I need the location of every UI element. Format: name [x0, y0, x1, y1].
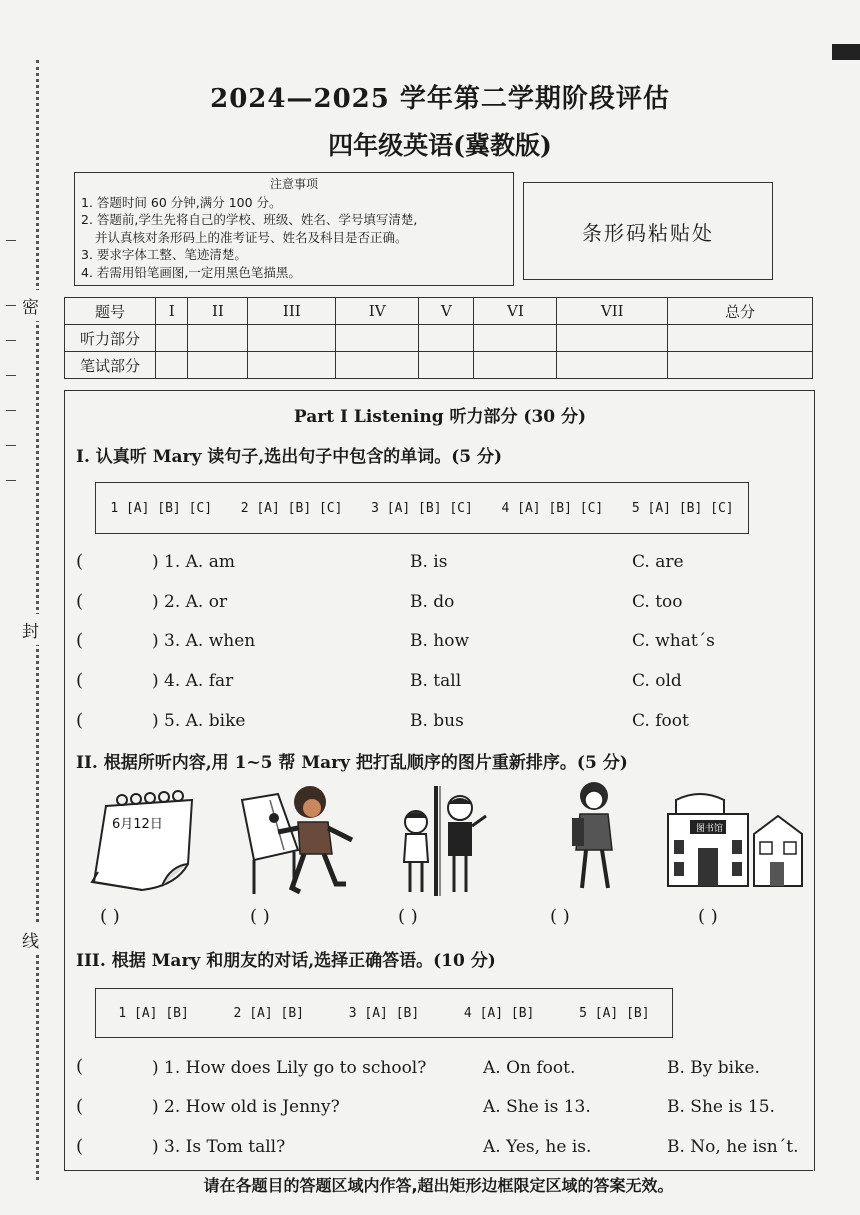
answer-blank[interactable]: ( [76, 591, 84, 612]
answer-sheet-item[interactable]: 2 [A] [B] [C] [240, 500, 343, 516]
notice-item: 2. 答题前,学生先将自己的学校、班级、姓名、学号填写清楚, [81, 212, 418, 227]
notice-item: 3. 要求字体工整、笔迹清楚。 [81, 247, 247, 262]
score-table [64, 297, 813, 379]
answer-sheet-item[interactable]: 4 [A] [B] [463, 1005, 535, 1021]
question-stem: ) 1. A. am [152, 552, 235, 572]
section1-title: I. 认真听 Mary 读句子,选出句子中包含的单词。(5 分) [76, 447, 503, 467]
notice-item: 1. 答题时间 60 分钟,满分 100 分。 [81, 194, 282, 210]
option-b: B. She is 15. [667, 1097, 775, 1117]
score-header-cell: 题号 [65, 298, 156, 325]
picture-order-blank-3[interactable]: ( ) [398, 906, 418, 927]
option-a: A. She is 13. [483, 1097, 591, 1117]
score-row-writing [65, 352, 813, 379]
answer-sheet-item[interactable]: 3 [A] [B] [348, 1005, 420, 1021]
option-b: B. tall [410, 671, 462, 691]
exam-title: 2024—2025 学年第二学期阶段评估 [210, 84, 670, 114]
score-header-cell: II [188, 298, 248, 325]
notice-box [74, 172, 514, 286]
score-header-cell: IV [336, 298, 419, 325]
option-b: B. is [410, 552, 448, 572]
score-header-cell: V [419, 298, 474, 325]
question-stem: ) 3. Is Tom tall? [152, 1137, 286, 1157]
answer-blank[interactable]: ( [76, 630, 84, 651]
edge-tick [6, 340, 16, 341]
answer-sheet-item[interactable]: 4 [A] [B] [C] [501, 500, 604, 516]
calendar-date-text: 6月12日 [112, 817, 163, 832]
picture-order-blank-2[interactable]: ( ) [250, 906, 270, 927]
section2-title: II. 根据所听内容,用 1~5 帮 Mary 把打乱顺序的图片重新排序。(5 分) [76, 753, 628, 773]
picture-order-blank-4[interactable]: ( ) [550, 906, 570, 927]
score-header-cell: III [248, 298, 336, 325]
answer-sheet-item[interactable]: 1 [A] [B] [118, 1005, 189, 1021]
score-header-cell: VI [474, 298, 557, 325]
section3-answer-sheet [95, 988, 673, 1038]
option-b: B. do [410, 592, 455, 612]
barcode-area: 条形码粘贴处 [523, 182, 773, 280]
option-a: A. Yes, he is. [483, 1137, 592, 1157]
answer-blank[interactable]: ( [76, 710, 84, 731]
score-cell[interactable] [668, 352, 813, 379]
library-house-picture [662, 786, 804, 890]
section1-answer-sheet [95, 482, 749, 534]
part1-heading: Part I Listening 听力部分 (30 分) [293, 407, 587, 427]
option-c: C. old [632, 671, 682, 691]
notice-item: 4. 若需用铅笔画图,一定用黑色笔描黑。 [81, 264, 301, 280]
question-stem: ) 2. A. or [152, 592, 228, 612]
edge-tick [6, 480, 16, 481]
picture-order-blank-1[interactable]: ( ) [100, 906, 120, 927]
option-b: B. bus [410, 711, 464, 731]
edge-tick [6, 375, 16, 376]
score-cell[interactable] [557, 325, 668, 352]
score-header-cell: 总分 [668, 298, 813, 325]
table-tennis-picture [236, 780, 358, 898]
answer-sheet-item[interactable]: 1 [A] [B] [C] [110, 500, 213, 516]
section3-title: III. 根据 Mary 和朋友的对话,选择正确答语。(10 分) [76, 951, 496, 971]
score-cell[interactable] [156, 325, 188, 352]
notice-item: 并认真核对条形码上的准考证号、姓名及科目是否正确。 [95, 229, 408, 245]
library-sign-text: 图书馆 [696, 824, 724, 834]
score-cell[interactable] [668, 325, 813, 352]
score-cell[interactable] [474, 325, 557, 352]
option-c: C. too [632, 592, 683, 612]
notice-heading: 注意事项 [269, 177, 318, 191]
edge-tick [6, 305, 16, 306]
answer-blank[interactable]: ( [76, 1136, 84, 1157]
seal-label-xian: 线 [22, 924, 39, 955]
corner-mark [832, 44, 860, 60]
score-cell[interactable] [557, 352, 668, 379]
option-a: A. On foot. [483, 1058, 576, 1078]
edge-tick [6, 445, 16, 446]
score-cell[interactable] [188, 325, 248, 352]
score-cell[interactable] [419, 325, 474, 352]
calendar-picture [84, 786, 200, 898]
score-cell[interactable] [248, 325, 336, 352]
picture-order-blank-5[interactable]: ( ) [698, 906, 718, 927]
option-b: B. By bike. [667, 1058, 760, 1078]
question-stem: ) 1. How does Lily go to school? [152, 1058, 427, 1078]
schoolgirl-picture [564, 778, 624, 896]
option-c: C. foot [632, 711, 689, 731]
seal-label-mi: 密 [22, 290, 39, 321]
question-stem: ) 2. How old is Jenny? [152, 1097, 340, 1117]
score-row-label: 笔试部分 [65, 352, 156, 379]
height-compare-picture [398, 782, 490, 898]
score-row-listening [65, 325, 813, 352]
exam-subtitle: 四年级英语(冀教版) [328, 131, 552, 160]
answer-sheet-item[interactable]: 5 [A] [B] [C] [631, 500, 734, 516]
question-stem: ) 3. A. when [152, 631, 256, 651]
score-row-label: 听力部分 [65, 325, 156, 352]
answer-sheet-item[interactable]: 2 [A] [B] [233, 1005, 304, 1021]
score-cell[interactable] [248, 352, 336, 379]
score-cell[interactable] [188, 352, 248, 379]
question-stem: ) 5. A. bike [152, 711, 246, 731]
answer-sheet-item[interactable]: 3 [A] [B] [C] [371, 500, 473, 516]
option-c: C. are [632, 552, 684, 572]
question-stem: ) 4. A. far [152, 671, 234, 691]
answer-blank[interactable]: ( [76, 1056, 84, 1077]
answer-sheet-item[interactable]: 5 [A] [B] [579, 1005, 650, 1021]
score-cell[interactable] [474, 352, 557, 379]
edge-tick [6, 240, 16, 241]
score-cell[interactable] [156, 352, 188, 379]
option-b: B. how [410, 631, 470, 651]
option-c: C. what´s [632, 631, 715, 651]
score-cell[interactable] [336, 352, 419, 379]
score-header-row [65, 298, 813, 325]
seal-label-feng: 封 [22, 614, 39, 645]
score-cell[interactable] [336, 325, 419, 352]
answer-blank[interactable]: ( [76, 1096, 84, 1117]
answer-blank[interactable]: ( [76, 670, 84, 691]
score-header-cell: VII [557, 298, 668, 325]
footer-notice: 请在各题目的答题区域内作答,超出矩形边框限定区域的答案无效。 [64, 1170, 813, 1203]
option-b: B. No, he isn´t. [667, 1137, 799, 1157]
binding-margin [0, 0, 48, 1215]
score-header-cell: I [156, 298, 188, 325]
score-cell[interactable] [419, 352, 474, 379]
answer-blank[interactable]: ( [76, 551, 84, 572]
